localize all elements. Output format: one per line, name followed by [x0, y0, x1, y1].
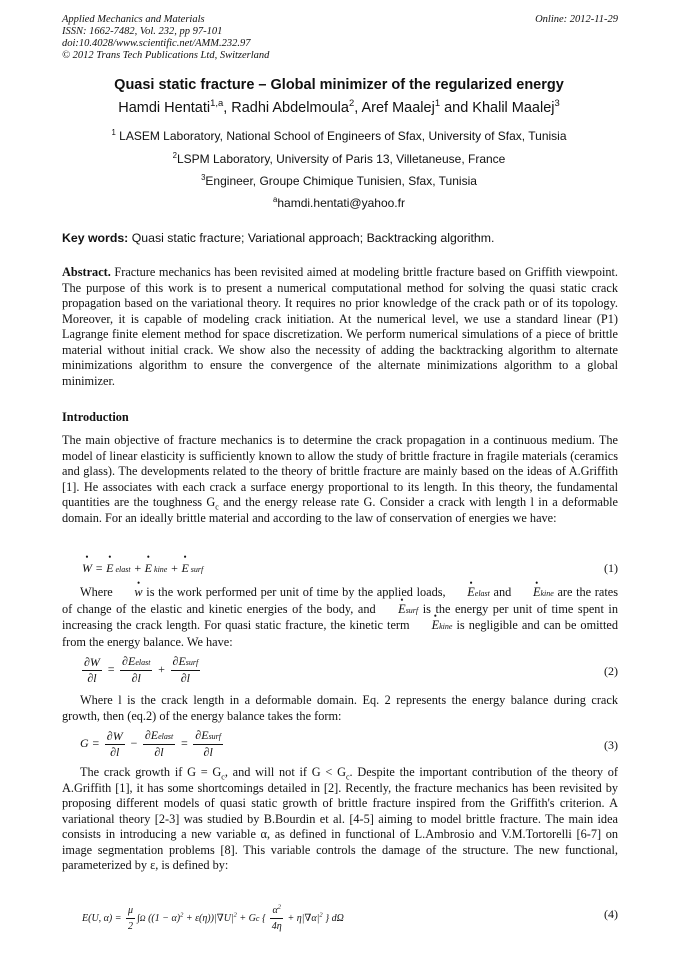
doi-line: doi:10.4028/www.scientific.net/AMM.232.97: [62, 38, 251, 49]
author: Khalil Maalej$^3$: [472, 97, 560, 116]
keywords: Key words: Quasi static fracture; Variational approach; Backtracking algorithm.: [62, 231, 495, 245]
equation-4-number: (4): [604, 907, 618, 921]
journal-header: [62, 14, 618, 62]
equation-3: [62, 728, 618, 762]
equation-3-formula: G = $\frac{\partial W}{\partial l}$ − $\frac{\text{∂Eelast}}{\partial l}$ = $\frac{\text{∂Esurf}}{\partial l}$: [80, 728, 222, 759]
author-email: $^a$hamdi.hentati@yahoo.fr: [273, 195, 405, 210]
affiliation-2: $^2$LSPM Laboratory, University of Paris 13, Villetaneuse, France: [172, 151, 506, 166]
equation-2: [62, 654, 618, 688]
issn-line: ISSN: 1662-7482, Vol. 232, pp 97-101: [62, 26, 223, 37]
equation-4-formula: E(U, α) = $\frac{\mu}{2}$ ∫Ω $((1 - \alpha)^2 + \varepsilon(\eta))|\nabla U|^2 + Gc$ { $\frac{\alpha^2}{4\eta}$ + $\eta|\nabla\alpha|^2$ } dΩ: [82, 903, 344, 932]
abstract: Abstract. Fracture mechanics has been revisited aimed at modeling brittle fracture based on Griffith viewpoint. The purpose of this work is to present a numerical computational method for solving the quasi static crack propagation based on the variational theory. It requires no prior knowledge of the crack path or of its topology. Moreover, it is capable of modeling crack initiation. At the numerical level, we use a standard linear (P1) Lagrange finite element method for space discretization. We perform numerical simulations of a piece of brittle material without initial crack. We show also the necessity of adding the backtracking algorithm to alternate minimizations algorithm to ensure the convergence of the alternate minimizations algorithm to a global minimizer.: [62, 265, 618, 388]
copyright-line: © 2012 Trans Tech Publications Ltd, Switzerland: [62, 50, 270, 61]
author: Radhi Abdelmoula$^2$,: [231, 97, 362, 116]
intro-paragraph-4: The crack growth if $G = G_c$, and will not if $G < G_c$. Despite the important contribution of the theory of A.Griffith [1], it has some shortcomings detailed in [2]. Recently, the fracture mechanics has been revisited by proposing different models of quasi static growth of brittle fracture inspired from the Griffith's criterion. A variational theory [2-3] was studied by B.Bourdin et al. [4-5] aiming to model brittle fracture. The main idea consists in introducing a new variable α, as defined in functional of L.Ambrosio and V.M.Tortorelli [6-7] on image segmentation problems [8]. This variable controls the damage of the structure. The new functional, parameterized by ε, is defined by:: [62, 765, 618, 872]
equation-1-number: (1): [604, 561, 618, 575]
affiliation-3: $^3$Engineer, Groupe Chimique Tunisien, Sfax, Tunisia: [201, 173, 477, 188]
section-heading-introduction: Introduction: [62, 410, 129, 424]
author-list: [40, 97, 638, 116]
intro-paragraph-3: Where l is the crack length in a deformable domain. Eq. 2 represents the energy balance during crack growth, then (eq.2) of the energy balance takes the form:: [62, 693, 618, 723]
intro-paragraph-2: Where • w is the work performed per unit of time by the applied loads, • Eelast and • Ekine are the rates of change of the elastic and kinetic energies of the body, and • Esurf is the energy per unit of time spent in increasing the crack length. For quasi static fracture, the kinetic term • Ekine is negligible and can be omitted from the energy balance. We have:: [62, 585, 618, 650]
author: Hamdi Hentati$^{1,a}$,: [118, 97, 232, 116]
equation-4: [62, 901, 618, 935]
affiliation-1: $^1$ LASEM Laboratory, National School of Engineers of Sfax, University of Sfax, Tunisia: [111, 128, 567, 143]
online-date: Online: 2012-11-29: [535, 14, 618, 25]
equation-2-formula: $\frac{\partial W}{\partial l}$ = $\frac{\text{∂Eelast}}{\partial l}$ + $\frac{\text{∂Esurf}}{\partial l}$: [84, 654, 199, 685]
equation-1-formula: • W = • E elast + • E kine + • E surf: [82, 561, 203, 576]
paper-title: Quasi static fracture – Global minimizer of the regularized energy: [114, 77, 564, 93]
equation-2-number: (2): [604, 664, 618, 678]
author: Aref Maalej$^1$ and: [361, 97, 473, 116]
journal-name: Applied Mechanics and Materials: [62, 14, 205, 25]
intro-paragraph-1: The main objective of fracture mechanics is to determine the crack propagation in a continuous medium. The model of linear elasticity is sufficiently known to allow the study of brittle fracture in fragile materials (ceramics and glass). The developments related to the theory of brittle fracture are mainly based on the ideas of A.Griffith [1]. He associates with each crack a surface energy proportional to its length. In this theory, the fundamental quantities are the toughness $G_c$ and the energy release rate G. Consider a crack with length l in a deformable domain. For an ideally brittle material and according to the law of conservation of energies we have:: [62, 433, 619, 525]
equation-3-number: (3): [604, 738, 618, 752]
